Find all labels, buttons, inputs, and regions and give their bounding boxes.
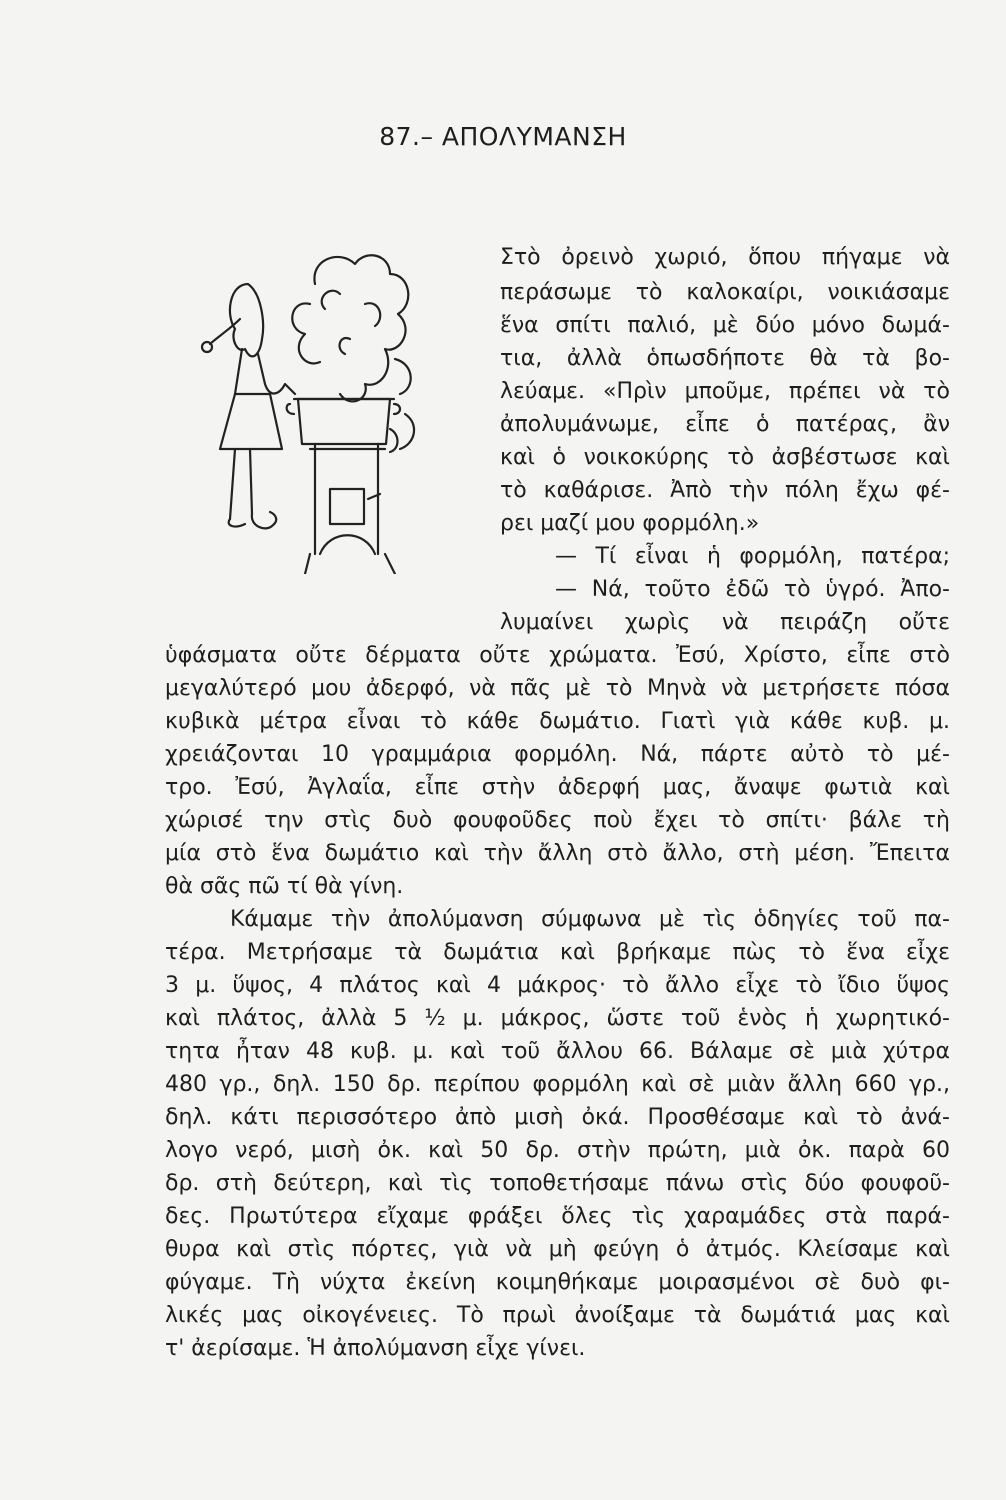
text-line: δρ. στὴ δεύτερη, καὶ τὶς τοποθετήσαμε πάνω στὶς δύο φουφοῦ-	[165, 1171, 950, 1196]
text-line: τέρα. Μετρήσαμε τὰ δωμάτια καὶ βρήκαμε πὼς τὸ ἕνα εἶχε	[165, 940, 950, 965]
text-line: μεγαλύτερό μου ἀδερφό, νὰ πᾶς μὲ τὸ Μηνὰ νὰ μετρήσετε πόσα	[165, 676, 950, 701]
text-line: ἕνα σπίτι παλιό, μὲ δύο μόνο δωμά-	[500, 313, 950, 338]
text-line: κυβικὰ μέτρα εἶναι τὸ κάθε δωμάτιο. Γιατὶ γιὰ κάθε κυβ. μ.	[165, 709, 950, 734]
text-line: τητα ἦταν 48 κυβ. μ. καὶ τοῦ ἄλλου 66. Βάλαμε σὲ μιὰ χύτρα	[165, 1039, 950, 1064]
girl-and-steaming-pot-illustration	[190, 244, 490, 574]
text-line: δηλ. κάτι περισσότερο ἀπὸ μισὴ ὀκά. Προσθέσαμε καὶ τὸ ἀνά-	[165, 1105, 950, 1130]
text-line: χώρισέ την στὶς δυὸ φουφοῦδες ποὺ ἔχει τὸ σπίτι· βάλε τὴ	[165, 808, 950, 833]
text-line: τ' ἀερίσαμε. Ἡ ἀπολύμανση εἶχε γίνει.	[165, 1336, 586, 1361]
text-line: φύγαμε. Τὴ νύχτα ἐκείνη κοιμηθήκαμε μοιρασμένοι σὲ δυὸ φι-	[165, 1270, 950, 1295]
text-line: λικές μας οἰκογένειες. Τὸ πρωὶ ἀνοίξαμε τὰ δωμάτιά μας καὶ	[165, 1303, 950, 1328]
text-line: τὸ καθάρισε. Ἀπὸ τὴν πόλη ἔχω φέ-	[500, 478, 950, 503]
text-line: θυρα καὶ στὶς πόρτες, γιὰ νὰ μὴ φεύγη ὁ ἀτμός. Κλείσαμε καὶ	[165, 1237, 950, 1262]
text-line: Στὸ ὀρεινὸ χωριό, ὅπου πήγαμε νὰ	[500, 245, 950, 270]
text-line: λυμαίνει χωρὶς νὰ πειράζη οὔτε	[500, 610, 950, 635]
text-line: 3 μ. ὕψος, 4 πλάτος καὶ 4 μάκρος· τὸ ἄλλο εἶχε τὸ ἴδιο ὕψος	[165, 973, 950, 998]
text-line: μία στὸ ἕνα δωμάτιο καὶ τὴν ἄλλη στὸ ἄλλο, στὴ μέση. Ἔπειτα	[165, 841, 950, 866]
text-line: καὶ πλάτος, ἀλλὰ 5 ½ μ. μάκρος, ὥστε τοῦ ἑνὸς ἡ χωρητικό-	[165, 1006, 950, 1031]
chapter-title: 87.– ΑΠΟΛΥΜΑΝΣΗ	[379, 122, 627, 151]
text-line: καὶ ὁ νοικοκύρης τὸ ἀσβέστωσε καὶ	[500, 445, 950, 470]
text-line: ρει μαζί μου φορμόλη.»	[500, 511, 760, 536]
text-line: — Νά, τοῦτο ἐδῶ τὸ ὑγρό. Ἀπο-	[555, 577, 950, 602]
text-line: λογο νερό, μισὴ ὀκ. καὶ 50 δρ. στὴν πρώτη, μιὰ ὀκ. παρὰ 60	[165, 1138, 950, 1163]
text-line: Κάμαμε τὴν ἀπολύμανση σύμφωνα μὲ τὶς ὁδηγίες τοῦ πα-	[230, 907, 950, 932]
text-line: λεύαμε. «Πρὶν μποῦμε, πρέπει νὰ τὸ	[500, 379, 950, 404]
text-line: δες. Πρωτύτερα εἴχαμε φράξει ὅλες τὶς χαραμάδες στὰ παρά-	[165, 1204, 950, 1229]
text-line: περάσωμε τὸ καλοκαίρι, νοικιάσαμε	[500, 280, 950, 305]
text-line: θὰ σᾶς πῶ τί θὰ γίνη.	[165, 874, 404, 899]
text-line: χρειάζονται 10 γραμμάρια φορμόλη. Νά, πάρτε αὐτὸ τὸ μέ-	[165, 742, 950, 767]
text-line: ἀπολυμάνωμε, εἶπε ὁ πατέρας, ἂν	[500, 412, 950, 437]
text-line: 480 γρ., δηλ. 150 δρ. περίπου φορμόλη καὶ σὲ μιὰν ἄλλη 660 γρ.,	[165, 1072, 950, 1097]
text-line: τρο. Ἐσύ, Ἀγλαΐα, εἶπε στὴν ἀδερφή μας, ἄναψε φωτιὰ καὶ	[165, 775, 950, 800]
text-line: — Τί εἶναι ἡ φορμόλη, πατέρα;	[555, 544, 950, 569]
text-line: ὑφάσματα οὔτε δέρματα οὔτε χρώματα. Ἐσύ, Χρίστο, εἶπε στὸ	[165, 643, 950, 668]
text-line: τια, ἀλλὰ ὁπωσδήποτε θὰ τὰ βο-	[500, 346, 950, 371]
